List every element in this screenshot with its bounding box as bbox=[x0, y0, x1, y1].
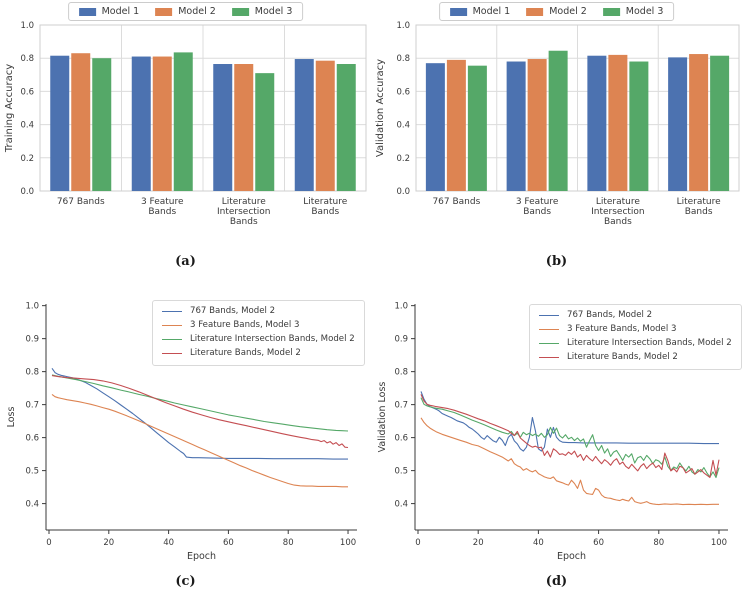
legend-label: Literature Intersection Bands, Model 2 bbox=[190, 333, 355, 344]
plot-area-a bbox=[4, 21, 366, 227]
x-category-label: 3 Feature bbox=[140, 197, 184, 207]
bar-model-1 bbox=[587, 56, 606, 191]
x-category-label: Bands bbox=[523, 207, 552, 217]
legend-line-swatch-icon bbox=[539, 329, 559, 330]
x-category-label: Bands bbox=[229, 217, 258, 227]
y-tick-label: 1.0 bbox=[394, 301, 408, 312]
legend-line-swatch-icon bbox=[162, 353, 182, 354]
x-category-label: Bands bbox=[311, 207, 340, 217]
y-tick-label: 0.8 bbox=[396, 54, 410, 65]
bar-model-1 bbox=[668, 57, 687, 191]
x-tick-label: 60 bbox=[222, 538, 234, 548]
bar-model-2 bbox=[447, 60, 466, 191]
bar-model-3 bbox=[92, 58, 111, 191]
legend-entry bbox=[539, 351, 732, 365]
series-line-literature-bands-model-2 bbox=[52, 376, 348, 448]
x-tick-label: 20 bbox=[472, 538, 484, 548]
caption-c: (c) bbox=[175, 574, 196, 589]
y-tick-label: 0.4 bbox=[396, 120, 410, 131]
legend-entry bbox=[232, 6, 293, 17]
legend-swatch-icon bbox=[526, 8, 543, 16]
legend-label: Model 1 bbox=[472, 6, 511, 17]
x-tick-label: 0 bbox=[415, 538, 421, 548]
bar-model-1 bbox=[132, 57, 151, 191]
x-category-label: Literature bbox=[221, 197, 266, 207]
caption-b: (b) bbox=[545, 254, 568, 269]
legend-entry bbox=[603, 6, 664, 17]
bar-model-3 bbox=[255, 73, 274, 191]
legend-entry bbox=[162, 305, 355, 319]
legend-swatch-icon bbox=[79, 8, 96, 16]
legend-entry bbox=[539, 337, 732, 351]
x-tick-label: 40 bbox=[532, 538, 544, 548]
series-line-literature-intersection-bands-model-2 bbox=[52, 375, 348, 431]
legend-label: 3 Feature Bands, Model 3 bbox=[190, 319, 300, 330]
legend-entry bbox=[450, 6, 511, 17]
series-line-literature-bands-model-2 bbox=[421, 394, 719, 477]
y-tick-label: 0.6 bbox=[25, 433, 39, 444]
training-accuracy-bar-chart bbox=[0, 0, 371, 248]
panel-b bbox=[371, 0, 742, 280]
panel-a bbox=[0, 0, 371, 280]
validation-accuracy-bar-chart bbox=[371, 0, 742, 248]
x-tick-label: 20 bbox=[103, 538, 115, 548]
plot-area-b bbox=[375, 21, 739, 227]
x-tick-label: 40 bbox=[163, 538, 175, 548]
x-category-label: Bands bbox=[684, 207, 713, 217]
bar-model-2 bbox=[71, 53, 90, 191]
legend-entry bbox=[79, 6, 140, 17]
legend-swatch-icon bbox=[232, 8, 249, 16]
legend-line-swatch-icon bbox=[162, 311, 182, 312]
bar-model-2 bbox=[153, 57, 172, 191]
legend-swatch-icon bbox=[450, 8, 467, 16]
legend-entry bbox=[162, 333, 355, 347]
y-tick-label: 0.4 bbox=[394, 499, 408, 510]
y-tick-label: 1.0 bbox=[25, 301, 39, 312]
x-category-label: 767 Bands bbox=[56, 197, 105, 207]
bar-model-2 bbox=[234, 64, 253, 191]
legend-entry bbox=[162, 319, 355, 333]
y-tick-label: 0.9 bbox=[25, 334, 39, 345]
bar-model-3 bbox=[629, 62, 648, 191]
bar-model-1 bbox=[507, 62, 526, 191]
legend-label: Literature Bands, Model 2 bbox=[567, 351, 678, 362]
x-tick-label: 0 bbox=[46, 538, 52, 548]
y-tick-label: 0.4 bbox=[25, 499, 39, 510]
x-category-label: 767 Bands bbox=[432, 197, 481, 207]
x-axis-label: Epoch bbox=[186, 551, 217, 562]
legend-swatch-icon bbox=[603, 8, 620, 16]
y-tick-label: 0.0 bbox=[20, 187, 34, 197]
bar-model-3 bbox=[549, 51, 568, 191]
series-line-767-bands-model-2 bbox=[52, 368, 348, 459]
x-tick-label: 100 bbox=[710, 538, 728, 548]
bar-model-3 bbox=[337, 64, 356, 191]
legend-label: 3 Feature Bands, Model 3 bbox=[567, 323, 677, 334]
series-line-literature-intersection-bands-model-2 bbox=[421, 398, 719, 478]
bar-model-2 bbox=[608, 55, 627, 191]
y-tick-label: 0.7 bbox=[394, 400, 408, 411]
y-axis-label: Validation Loss bbox=[377, 381, 388, 453]
y-tick-label: 1.0 bbox=[20, 21, 34, 31]
legend-label: Model 3 bbox=[625, 6, 664, 17]
bar-model-1 bbox=[426, 63, 445, 191]
legend-label: Literature Bands, Model 2 bbox=[190, 347, 301, 358]
legend-label: Model 2 bbox=[178, 6, 216, 17]
y-tick-label: 0.5 bbox=[25, 466, 39, 477]
legend-model-colors-a bbox=[68, 2, 304, 21]
legend-entry bbox=[539, 309, 732, 323]
caption-d: (d) bbox=[545, 574, 568, 589]
x-category-label: 3 Feature bbox=[515, 197, 559, 207]
x-category-label: Literature bbox=[303, 197, 348, 207]
bar-model-3 bbox=[710, 56, 729, 191]
y-tick-label: 0.2 bbox=[396, 153, 410, 164]
bar-model-2 bbox=[316, 61, 335, 191]
x-category-label: Literature bbox=[595, 197, 640, 207]
x-tick-label: 100 bbox=[339, 538, 357, 548]
legend-entry bbox=[155, 6, 216, 17]
y-tick-label: 0.6 bbox=[20, 87, 34, 98]
panel-d bbox=[371, 280, 742, 599]
legend-label: Literature Intersection Bands, Model 2 bbox=[567, 337, 732, 348]
x-tick-label: 80 bbox=[282, 538, 294, 548]
legend-line-swatch-icon bbox=[539, 343, 559, 344]
y-tick-label: 0.7 bbox=[25, 400, 39, 411]
legend-series-c bbox=[152, 300, 365, 366]
x-category-label: Literature bbox=[676, 197, 721, 207]
y-tick-label: 0.4 bbox=[20, 120, 34, 131]
panel-c bbox=[0, 280, 371, 599]
legend-line-swatch-icon bbox=[162, 339, 182, 340]
legend-label: Model 1 bbox=[101, 6, 140, 17]
legend-line-swatch-icon bbox=[539, 357, 559, 358]
series-line-3-feature-bands-model-3 bbox=[421, 418, 719, 505]
x-category-label: Bands bbox=[603, 217, 632, 227]
legend-line-swatch-icon bbox=[539, 315, 559, 316]
legend-entry bbox=[526, 6, 587, 17]
x-category-label: Intersection bbox=[591, 207, 645, 217]
legend-series-d bbox=[529, 304, 742, 370]
bar-model-2 bbox=[689, 54, 708, 191]
bar-model-2 bbox=[528, 59, 547, 191]
y-tick-label: 0.8 bbox=[25, 367, 39, 378]
legend-label: Model 2 bbox=[549, 6, 587, 17]
y-tick-label: 0.8 bbox=[394, 367, 408, 378]
legend-swatch-icon bbox=[155, 8, 172, 16]
legend-entry bbox=[539, 323, 732, 337]
y-tick-label: 0.0 bbox=[396, 187, 410, 197]
y-tick-label: 0.5 bbox=[394, 466, 408, 477]
y-tick-label: 0.2 bbox=[20, 153, 34, 164]
caption-a: (a) bbox=[175, 254, 196, 269]
x-axis-label: Epoch bbox=[556, 551, 587, 562]
bar-model-1 bbox=[295, 59, 314, 191]
legend-label: 767 Bands, Model 2 bbox=[190, 306, 276, 316]
x-category-label: Intersection bbox=[216, 207, 271, 217]
bar-model-1 bbox=[213, 64, 232, 191]
y-tick-label: 0.6 bbox=[394, 433, 408, 444]
legend-label: 767 Bands, Model 2 bbox=[567, 310, 653, 320]
y-tick-label: 0.8 bbox=[20, 54, 34, 65]
bar-model-1 bbox=[50, 56, 69, 191]
y-axis-label: Training Accuracy bbox=[4, 63, 15, 153]
legend-label: Model 3 bbox=[254, 6, 293, 17]
y-tick-label: 0.9 bbox=[394, 334, 408, 345]
legend-line-swatch-icon bbox=[162, 325, 182, 326]
bar-model-3 bbox=[468, 66, 487, 191]
y-axis-label: Validation Accuracy bbox=[375, 58, 386, 158]
x-tick-label: 60 bbox=[593, 538, 605, 548]
legend-entry bbox=[162, 347, 355, 361]
x-category-label: Bands bbox=[148, 207, 177, 217]
y-tick-label: 1.0 bbox=[396, 21, 410, 31]
y-axis-label: Loss bbox=[6, 406, 17, 428]
bar-model-3 bbox=[174, 52, 193, 191]
x-tick-label: 80 bbox=[653, 538, 665, 548]
y-tick-label: 0.6 bbox=[396, 87, 410, 98]
legend-model-colors-b bbox=[439, 2, 675, 21]
